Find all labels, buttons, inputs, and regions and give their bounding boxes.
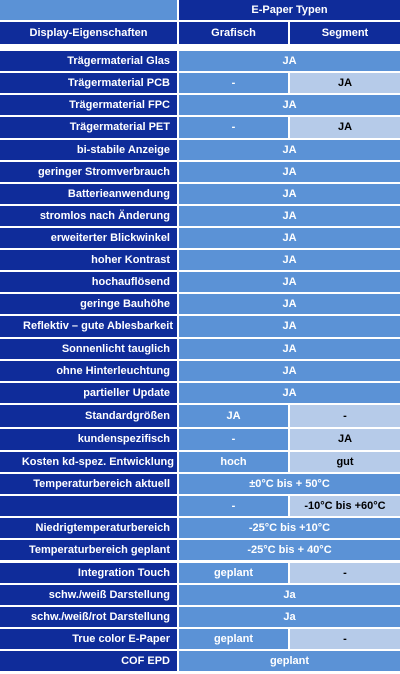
row-value-reflektiv: JA <box>179 316 400 337</box>
row-label-batterieanwendung: Batterieanwendung <box>0 184 177 204</box>
row-label-bi-stabile-anzeige: bi-stabile Anzeige <box>0 140 177 160</box>
row-grafisch-traegermaterial-pcb: - <box>179 73 288 93</box>
row-grafisch-kosten-entwicklung: hoch <box>179 452 288 472</box>
row-value-geringe-bauhoehe: JA <box>179 294 400 314</box>
row-value-traegermaterial-fpc: JA <box>179 95 400 115</box>
header-corner <box>0 0 177 20</box>
row-grafisch-standardgroessen: JA <box>179 405 288 427</box>
row-value-stromlos-nach-aenderung: JA <box>179 206 400 226</box>
row-value-niedrigtemperaturbereich: -25°C bis +10°C <box>179 518 400 538</box>
row-value-ohne-hinterleuchtung: JA <box>179 361 400 381</box>
row-label-true-color: True color E-Paper <box>0 629 177 649</box>
row-value-hoher-kontrast: JA <box>179 250 400 270</box>
header-properties-label: Display-Eigenschaften <box>0 22 177 44</box>
row-value-erweiterter-blickwinkel: JA <box>179 228 400 248</box>
row-segment-standardgroessen: - <box>290 405 400 427</box>
row-segment-traegermaterial-pet: JA <box>290 117 400 138</box>
row-segment-kosten-entwicklung: gut <box>290 452 400 472</box>
row-value-hochaufloesend: JA <box>179 272 400 292</box>
row-label-geringer-stromverbrauch: geringer Stromverbrauch <box>0 162 177 182</box>
header-col-grafisch: Grafisch <box>179 22 288 44</box>
row-label-kosten-entwicklung: Kosten kd-spez. Entwicklung <box>0 452 177 472</box>
row-value-geringer-stromverbrauch: JA <box>179 162 400 182</box>
row-segment-kundenspezifisch: JA <box>290 429 400 450</box>
row-label-niedrigtemperaturbereich: Niedrigtemperaturbereich <box>0 518 177 538</box>
row-segment-integration-touch: - <box>290 563 400 583</box>
row-value-sonnenlicht-tauglich: JA <box>179 339 400 359</box>
row-label-traegermaterial-pcb: Trägermaterial PCB <box>0 73 177 93</box>
row-label-integration-touch: Integration Touch <box>0 563 177 583</box>
row-value-traegermaterial-glas: JA <box>179 51 400 71</box>
row-segment-true-color: - <box>290 629 400 649</box>
row-label-schwarz-weiss-rot: schw./weiß/rot Darstellung <box>0 607 177 627</box>
row-label-blank <box>0 496 177 516</box>
row-label-schwarz-weiss: schw./weiß Darstellung <box>0 585 177 605</box>
row-label-temperaturbereich-geplant: Temperaturbereich geplant <box>0 540 177 560</box>
row-label-traegermaterial-glas: Trägermaterial Glas <box>0 51 177 71</box>
row-value-schwarz-weiss-rot: Ja <box>179 607 400 627</box>
row-label-partieller-update: partieller Update <box>0 383 177 403</box>
row-segment-traegermaterial-pcb: JA <box>290 73 400 93</box>
header-title: E-Paper Typen <box>179 0 400 20</box>
row-label-ohne-hinterleuchtung: ohne Hinterleuchtung <box>0 361 177 381</box>
header-col-segment: Segment <box>290 22 400 44</box>
row-label-geringe-bauhoehe: geringe Bauhöhe <box>0 294 177 314</box>
row-label-hoher-kontrast: hoher Kontrast <box>0 250 177 270</box>
row-label-stromlos-nach-aenderung: stromlos nach Änderung <box>0 206 177 226</box>
row-label-erweiterter-blickwinkel: erweiterter Blickwinkel <box>0 228 177 248</box>
row-grafisch-traegermaterial-pet: - <box>179 117 288 138</box>
row-value-cof-epd: geplant <box>179 651 400 671</box>
row-label-hochaufloesend: hochauflösend <box>0 272 177 292</box>
row-value-temperaturbereich-aktuell: ±0°C bis + 50°C <box>179 474 400 494</box>
row-grafisch-integration-touch: geplant <box>179 563 288 583</box>
row-label-temperaturbereich-aktuell: Temperaturbereich aktuell <box>0 474 177 494</box>
row-grafisch-kundenspezifisch: - <box>179 429 288 450</box>
row-value-bi-stabile-anzeige: JA <box>179 140 400 160</box>
row-label-sonnenlicht-tauglich: Sonnenlicht tauglich <box>0 339 177 359</box>
row-label-traegermaterial-pet: Trägermaterial PET <box>0 117 177 138</box>
row-label-traegermaterial-fpc: Trägermaterial FPC <box>0 95 177 115</box>
row-grafisch-temperaturbereich-aktuell: - <box>179 496 288 516</box>
row-label-kundenspezifisch: kundenspezifisch <box>0 429 177 450</box>
row-value-schwarz-weiss: Ja <box>179 585 400 605</box>
row-grafisch-true-color: geplant <box>179 629 288 649</box>
row-label-standardgroessen: Standardgrößen <box>0 405 177 427</box>
row-segment-temperaturbereich-aktuell: -10°C bis +60°C <box>290 496 400 516</box>
row-value-temperaturbereich-geplant: -25°C bis + 40°C <box>179 540 400 560</box>
row-value-partieller-update: JA <box>179 383 400 403</box>
row-value-batterieanwendung: JA <box>179 184 400 204</box>
row-label-cof-epd: COF EPD <box>0 651 177 671</box>
row-label-reflektiv: Reflektiv – gute Ablesbarkeit <box>0 316 177 337</box>
